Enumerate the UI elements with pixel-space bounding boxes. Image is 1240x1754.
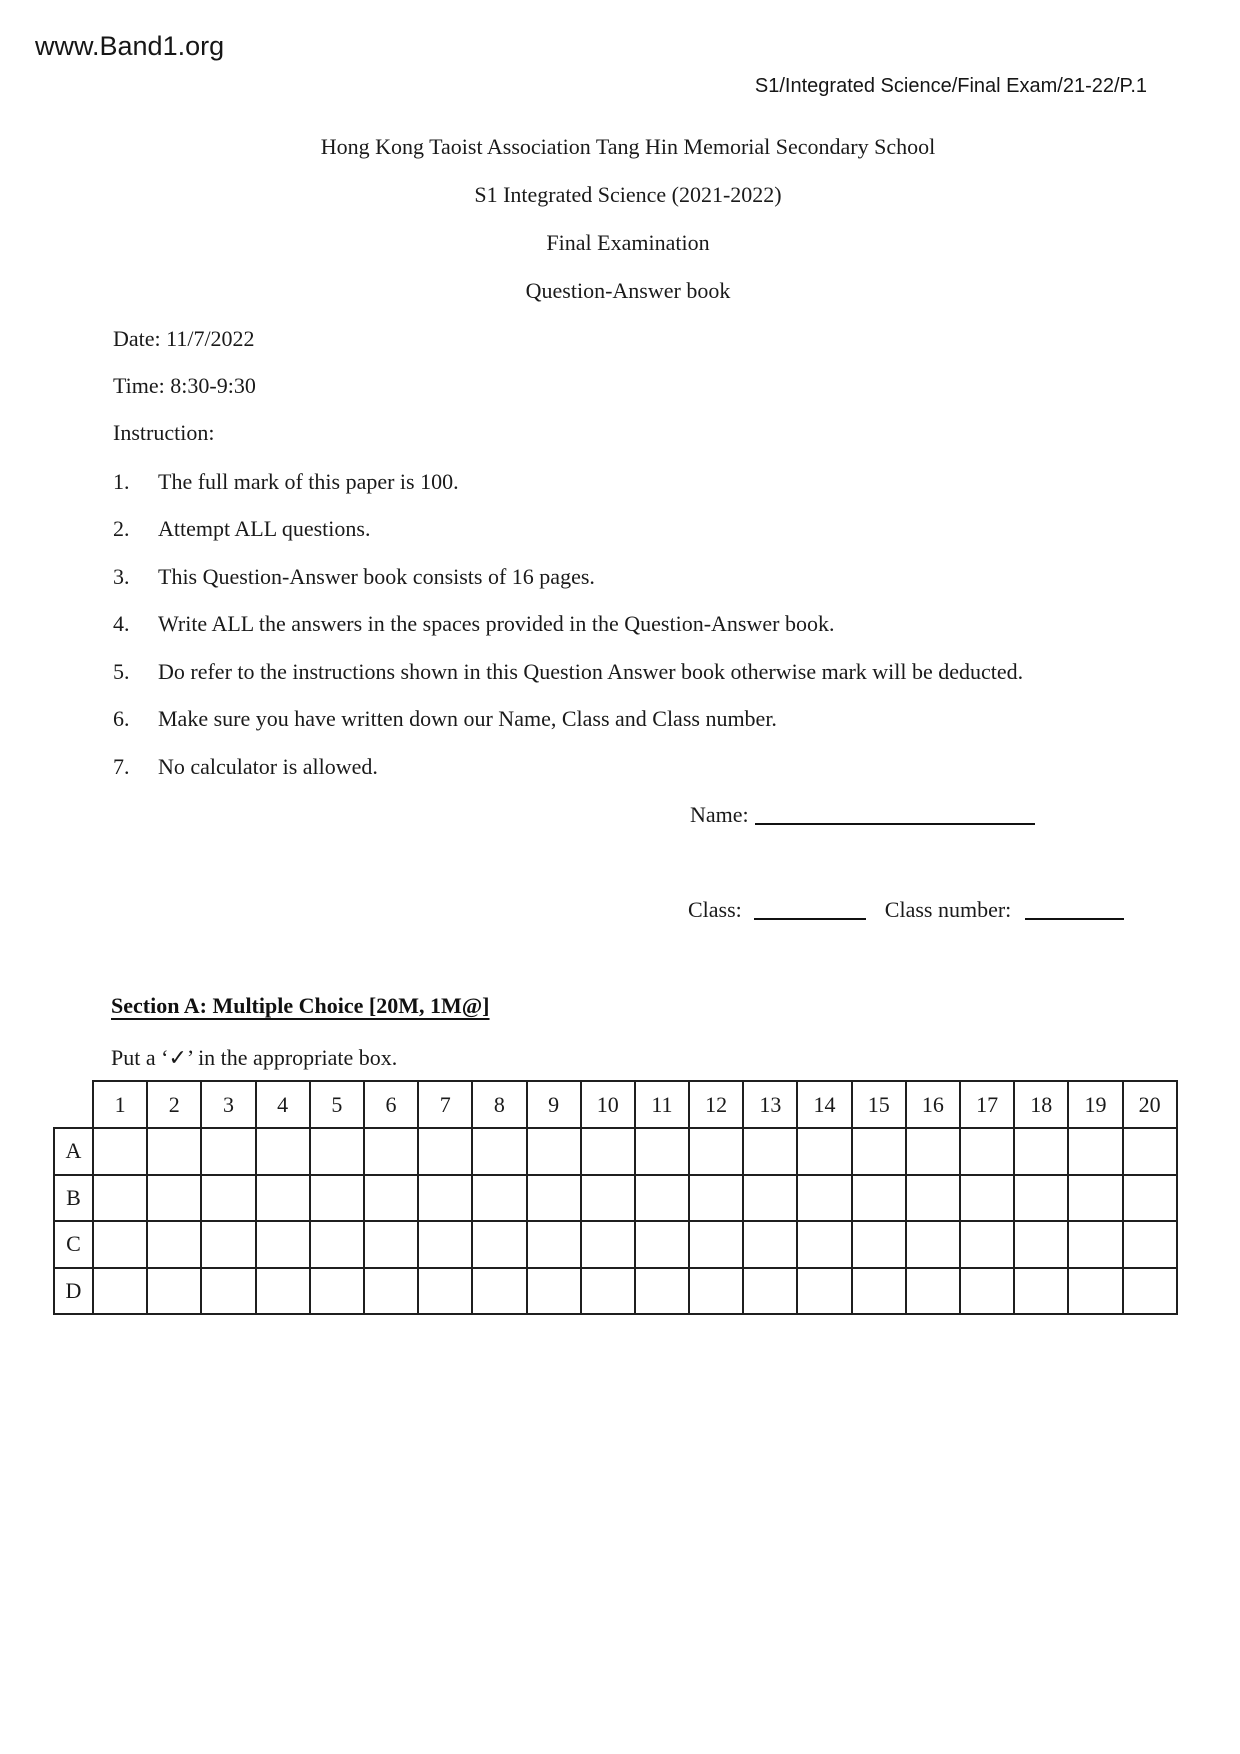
mc-answer-cell-B17[interactable] (960, 1175, 1014, 1222)
mc-answer-cell-D20[interactable] (1123, 1268, 1177, 1315)
instruction-text: Write ALL the answers in the spaces provided in the Question-Answer book. (158, 611, 835, 637)
mc-answer-cell-C13[interactable] (743, 1221, 797, 1268)
mc-column-header-16: 16 (906, 1081, 960, 1128)
mc-answer-cell-D5[interactable] (310, 1268, 364, 1315)
instruction-text: This Question-Answer book consists of 16 pages. (158, 563, 595, 589)
mc-answer-cell-D9[interactable] (527, 1268, 581, 1315)
mc-answer-cell-D1[interactable] (93, 1268, 147, 1315)
mc-answer-cell-B9[interactable] (527, 1175, 581, 1222)
mc-answer-cell-A11[interactable] (635, 1128, 689, 1175)
mc-row-label-B: B (54, 1175, 93, 1222)
mc-answer-cell-A16[interactable] (906, 1128, 960, 1175)
name-label: Name: (690, 802, 749, 827)
book-title: Question-Answer book (525, 278, 731, 303)
mc-column-header-10: 10 (581, 1081, 635, 1128)
mc-answer-cell-B3[interactable] (201, 1175, 255, 1222)
mc-answer-cell-D17[interactable] (960, 1268, 1014, 1315)
mc-answer-cell-B20[interactable] (1123, 1175, 1177, 1222)
instruction-text: Attempt ALL questions. (158, 516, 371, 542)
mc-answer-cell-B12[interactable] (689, 1175, 743, 1222)
mc-answer-cell-B1[interactable] (93, 1175, 147, 1222)
mc-answer-cell-B7[interactable] (418, 1175, 472, 1222)
mc-answer-cell-B4[interactable] (256, 1175, 310, 1222)
instruction-item (113, 696, 1023, 744)
section-a-heading: Section A: Multiple Choice [20M, 1M@] (111, 993, 490, 1018)
tick-instruction: Put a ‘✓’ in the appropriate box. (111, 1045, 398, 1070)
mc-answer-cell-C2[interactable] (147, 1221, 201, 1268)
subject-line: S1 Integrated Science (2021-2022) (474, 182, 782, 207)
instruction-text: Make sure you have written down our Name, Class and Class number. (158, 706, 777, 732)
mc-corner-spacer (54, 1081, 93, 1128)
mc-answer-row-B (54, 1175, 1177, 1222)
mc-column-header-9: 9 (527, 1081, 581, 1128)
mc-answer-cell-D13[interactable] (743, 1268, 797, 1315)
mc-answer-cell-A9[interactable] (527, 1128, 581, 1175)
mc-row-label-D: D (54, 1268, 93, 1315)
mc-answer-cell-A8[interactable] (472, 1128, 526, 1175)
exam-title: Final Examination (546, 230, 710, 255)
name-blank[interactable] (755, 803, 1035, 825)
mc-answer-cell-D2[interactable] (147, 1268, 201, 1315)
instruction-list (113, 458, 1023, 791)
mc-answer-grid (53, 1080, 1178, 1315)
mc-answer-cell-C1[interactable] (93, 1221, 147, 1268)
mc-column-header-5: 5 (310, 1081, 364, 1128)
date-line: Date: 11/7/2022 (113, 326, 255, 351)
instruction-text: The full mark of this paper is 100. (158, 468, 459, 494)
instruction-item (113, 553, 1023, 601)
mc-answer-cell-B13[interactable] (743, 1175, 797, 1222)
mc-answer-cell-A12[interactable] (689, 1128, 743, 1175)
mc-column-header-1: 1 (93, 1081, 147, 1128)
mc-answer-cell-C16[interactable] (906, 1221, 960, 1268)
mc-answer-cell-D7[interactable] (418, 1268, 472, 1315)
mc-column-header-4: 4 (256, 1081, 310, 1128)
mc-column-header-12: 12 (689, 1081, 743, 1128)
mc-column-header-3: 3 (201, 1081, 255, 1128)
mc-answer-cell-A6[interactable] (364, 1128, 418, 1175)
class-blank[interactable] (754, 898, 866, 920)
instruction-number: 6. (113, 706, 130, 732)
mc-answer-cell-C14[interactable] (797, 1221, 851, 1268)
mc-answer-cell-C20[interactable] (1123, 1221, 1177, 1268)
class-number-blank[interactable] (1025, 898, 1124, 920)
class-label: Class: (688, 897, 742, 922)
mc-column-header-19: 19 (1068, 1081, 1122, 1128)
school-name: Hong Kong Taoist Association Tang Hin Memorial Secondary School (320, 134, 936, 159)
mc-column-header-18: 18 (1014, 1081, 1068, 1128)
mc-column-header-15: 15 (852, 1081, 906, 1128)
mc-answer-cell-A1[interactable] (93, 1128, 147, 1175)
mc-answer-cell-C5[interactable] (310, 1221, 364, 1268)
mc-answer-cell-A2[interactable] (147, 1128, 201, 1175)
mc-column-header-14: 14 (797, 1081, 851, 1128)
mc-answer-cell-A15[interactable] (852, 1128, 906, 1175)
mc-column-header-17: 17 (960, 1081, 1014, 1128)
mc-answer-cell-B15[interactable] (852, 1175, 906, 1222)
instruction-number: 1. (113, 468, 130, 494)
mc-answer-cell-B16[interactable] (906, 1175, 960, 1222)
mc-answer-row-C (54, 1221, 1177, 1268)
mc-answer-cell-C17[interactable] (960, 1221, 1014, 1268)
mc-answer-cell-D10[interactable] (581, 1268, 635, 1315)
mc-answer-cell-D15[interactable] (852, 1268, 906, 1315)
instruction-label: Instruction: (113, 420, 215, 445)
instruction-item (113, 458, 1023, 506)
mc-answer-table (53, 1080, 1178, 1315)
time-line: Time: 8:30-9:30 (113, 373, 256, 398)
mc-column-header-2: 2 (147, 1081, 201, 1128)
meta-block (113, 315, 256, 456)
mc-answer-cell-A14[interactable] (797, 1128, 851, 1175)
mc-answer-cell-B14[interactable] (797, 1175, 851, 1222)
mc-answer-cell-B2[interactable] (147, 1175, 201, 1222)
mc-answer-cell-C11[interactable] (635, 1221, 689, 1268)
mc-column-header-8: 8 (472, 1081, 526, 1128)
mc-answer-cell-C15[interactable] (852, 1221, 906, 1268)
mc-answer-cell-B19[interactable] (1068, 1175, 1122, 1222)
mc-answer-cell-B5[interactable] (310, 1175, 364, 1222)
mc-answer-cell-D4[interactable] (256, 1268, 310, 1315)
mc-answer-cell-C3[interactable] (201, 1221, 255, 1268)
mc-answer-cell-B10[interactable] (581, 1175, 635, 1222)
instruction-number: 4. (113, 611, 130, 637)
instruction-item (113, 601, 1023, 649)
mc-answer-cell-B6[interactable] (364, 1175, 418, 1222)
mc-answer-cell-C19[interactable] (1068, 1221, 1122, 1268)
mc-answer-cell-C8[interactable] (472, 1221, 526, 1268)
class-field (688, 895, 1124, 923)
mc-answer-cell-D14[interactable] (797, 1268, 851, 1315)
doc-reference: S1/Integrated Science/Final Exam/21-22/P.1 (754, 75, 1147, 97)
mc-answer-row-A (54, 1128, 1177, 1175)
mc-answer-row-D (54, 1268, 1177, 1315)
mc-answer-cell-A19[interactable] (1068, 1128, 1122, 1175)
mc-answer-cell-A20[interactable] (1123, 1128, 1177, 1175)
mc-answer-cell-C6[interactable] (364, 1221, 418, 1268)
mc-answer-cell-A13[interactable] (743, 1128, 797, 1175)
mc-answer-cell-D12[interactable] (689, 1268, 743, 1315)
class-number-label: Class number: (884, 897, 1012, 922)
mc-column-header-20: 20 (1123, 1081, 1177, 1128)
mc-answer-cell-D8[interactable] (472, 1268, 526, 1315)
mc-answer-cell-D3[interactable] (201, 1268, 255, 1315)
mc-column-header-11: 11 (635, 1081, 689, 1128)
mc-answer-cell-C4[interactable] (256, 1221, 310, 1268)
mc-answer-cell-A17[interactable] (960, 1128, 1014, 1175)
mc-answer-cell-A10[interactable] (581, 1128, 635, 1175)
mc-answer-cell-C7[interactable] (418, 1221, 472, 1268)
instruction-text: No calculator is allowed. (158, 753, 378, 779)
mc-answer-cell-A18[interactable] (1014, 1128, 1068, 1175)
mc-answer-cell-C9[interactable] (527, 1221, 581, 1268)
instruction-number: 2. (113, 516, 130, 542)
mc-answer-cell-D11[interactable] (635, 1268, 689, 1315)
mc-column-header-6: 6 (364, 1081, 418, 1128)
instruction-number: 7. (113, 753, 130, 779)
instruction-item (113, 743, 1023, 791)
mc-answer-cell-D18[interactable] (1014, 1268, 1068, 1315)
mc-answer-cell-D6[interactable] (364, 1268, 418, 1315)
site-watermark: www.Band1.org (35, 31, 225, 61)
mc-row-label-C: C (54, 1221, 93, 1268)
instruction-item (113, 506, 1023, 554)
title-block (113, 123, 1143, 315)
instruction-text: Do refer to the instructions shown in this Question Answer book otherwise mark will be deducted. (158, 658, 1024, 684)
mc-answer-cell-A7[interactable] (418, 1128, 472, 1175)
mc-column-header-13: 13 (743, 1081, 797, 1128)
mc-answer-cell-C10[interactable] (581, 1221, 635, 1268)
mc-answer-cell-D16[interactable] (906, 1268, 960, 1315)
mc-answer-cell-A5[interactable] (310, 1128, 364, 1175)
mc-answer-cell-C12[interactable] (689, 1221, 743, 1268)
mc-answer-cell-B11[interactable] (635, 1175, 689, 1222)
mc-answer-cell-C18[interactable] (1014, 1221, 1068, 1268)
instruction-item (113, 648, 1023, 696)
mc-answer-cell-B8[interactable] (472, 1175, 526, 1222)
mc-answer-cell-A4[interactable] (256, 1128, 310, 1175)
mc-column-header-7: 7 (418, 1081, 472, 1128)
instruction-number: 5. (113, 658, 130, 684)
name-field (690, 800, 1035, 828)
mc-answer-cell-B18[interactable] (1014, 1175, 1068, 1222)
mc-answer-cell-A3[interactable] (201, 1128, 255, 1175)
mc-row-label-A: A (54, 1128, 93, 1175)
mc-answer-cell-D19[interactable] (1068, 1268, 1122, 1315)
instruction-number: 3. (113, 563, 130, 589)
